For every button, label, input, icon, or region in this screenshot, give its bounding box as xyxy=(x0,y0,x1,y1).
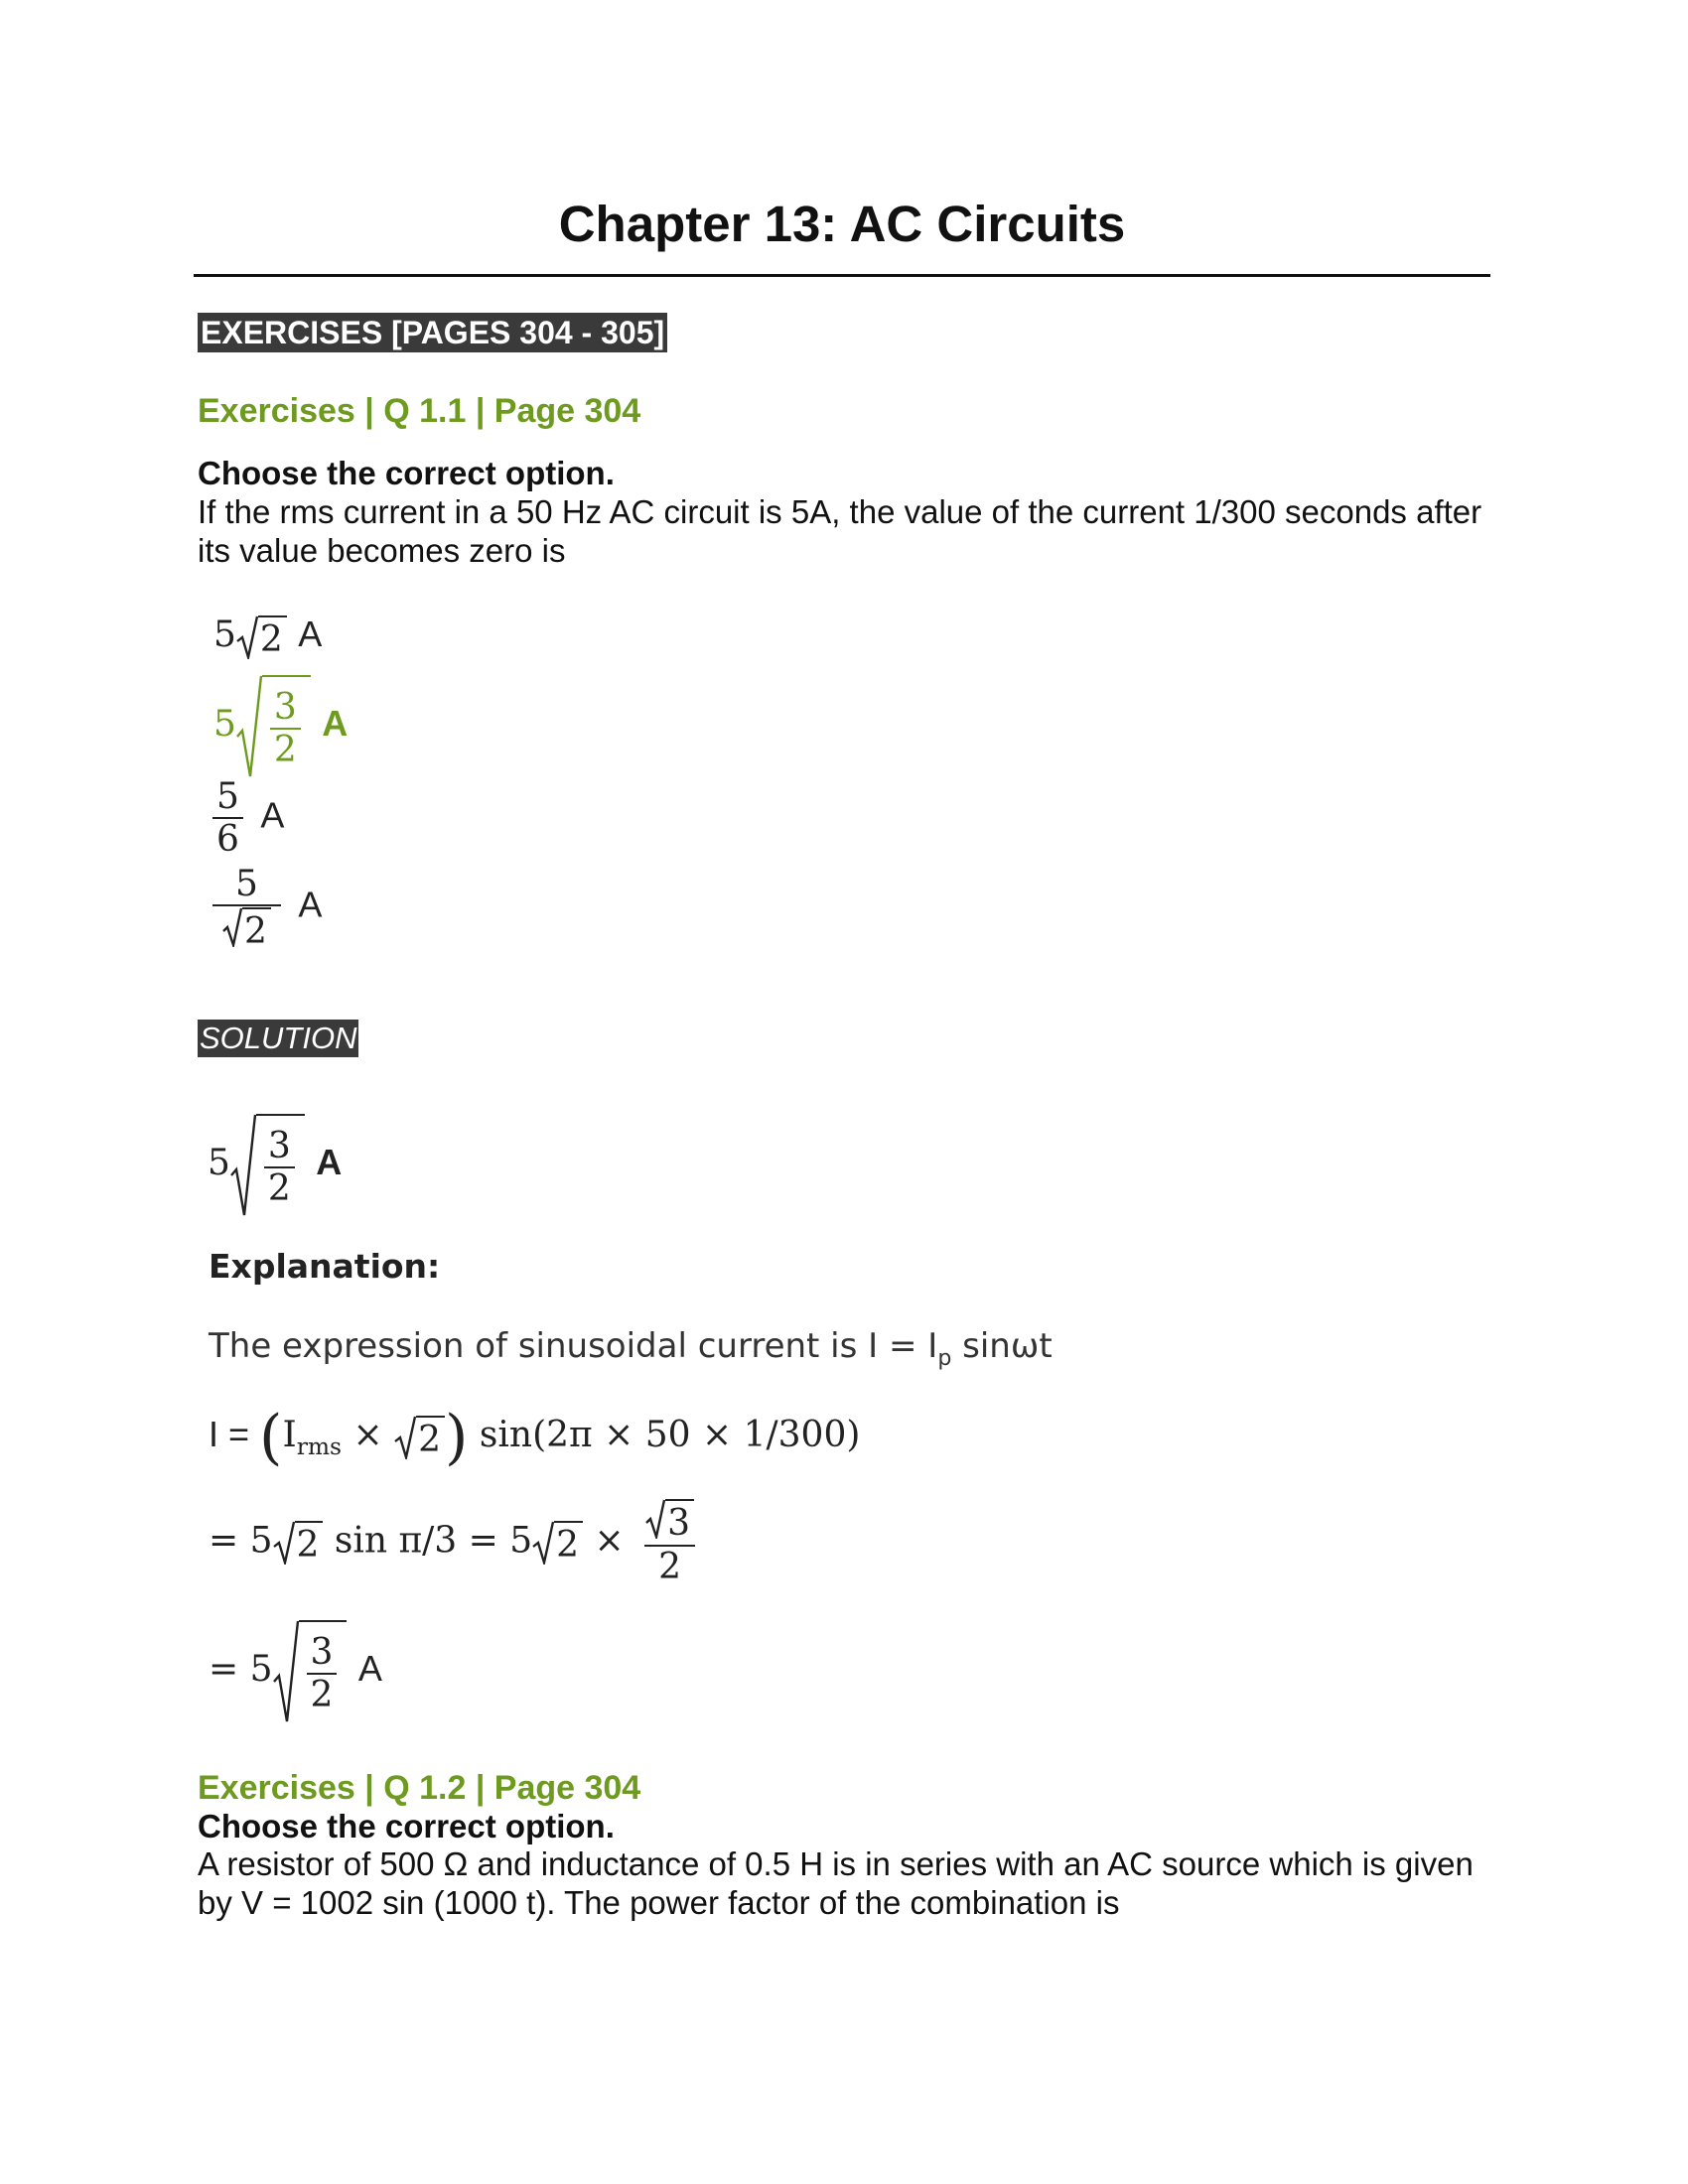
equation-2 xyxy=(209,1499,704,1587)
sqrt-symbol xyxy=(273,1521,324,1566)
option-d-unit: A xyxy=(298,884,323,925)
equation-3 xyxy=(209,1620,382,1723)
option-b-den: 2 xyxy=(270,728,301,770)
option-a xyxy=(213,614,322,660)
title-divider xyxy=(194,274,1490,277)
question-text: If the rms current in a 50 Hz AC circuit is 5A, the value of the current 1/300 seconds after its value becomes zero is xyxy=(198,493,1482,569)
sqrt-symbol xyxy=(236,615,287,660)
paren-close: ) xyxy=(445,1403,469,1472)
option-a-unit: A xyxy=(298,614,323,654)
section-badge: EXERCISES [PAGES 304 - 305] xyxy=(198,313,667,352)
eq1-times: × xyxy=(342,1415,395,1455)
option-d xyxy=(212,864,322,952)
sqrt-symbol xyxy=(273,1620,348,1723)
sqrt-symbol xyxy=(645,1499,694,1544)
question-heading[interactable]: Exercises | Q 1.1 | Page 304 xyxy=(198,392,641,430)
answer-coef: 5 xyxy=(208,1143,230,1183)
option-d-num: 5 xyxy=(235,864,258,904)
question-instruction: Choose the correct option. xyxy=(198,455,615,491)
option-b-coef: 5 xyxy=(213,704,236,745)
option-d-den-radicand: 2 xyxy=(242,907,271,952)
fraction xyxy=(212,776,243,861)
eq1-lhs: I = xyxy=(209,1414,260,1454)
fraction xyxy=(212,864,281,952)
sqrt-symbol xyxy=(236,675,311,778)
eq3-den: 2 xyxy=(307,1673,338,1715)
option-a-coef: 5 xyxy=(213,614,236,655)
page-title: Chapter 13: AC Circuits xyxy=(558,196,1126,252)
option-b-num: 3 xyxy=(273,686,297,728)
eq1-radicand: 2 xyxy=(416,1416,445,1460)
fraction xyxy=(641,1499,698,1587)
explanation-tail: sinωt xyxy=(951,1326,1053,1366)
option-b-unit: A xyxy=(322,703,349,744)
eq2-mid: sin π/3 = 5 xyxy=(323,1520,533,1562)
eq1-sin: sin(2π × 50 × 1/300) xyxy=(479,1415,861,1455)
eq3-unit: A xyxy=(357,1648,382,1689)
eq2-den: 2 xyxy=(644,1545,695,1587)
sqrt-symbol xyxy=(222,907,271,952)
fraction xyxy=(264,1126,295,1210)
sqrt-symbol xyxy=(230,1114,305,1217)
explanation-subscript: p xyxy=(937,1344,952,1371)
fraction xyxy=(307,1632,338,1716)
eq2-times: × xyxy=(583,1520,636,1562)
sqrt-symbol xyxy=(532,1521,583,1566)
eq2-num-radicand: 3 xyxy=(665,1499,694,1544)
question-instruction: Choose the correct option. xyxy=(198,1808,615,1844)
sqrt-symbol xyxy=(394,1416,445,1460)
option-c-den: 6 xyxy=(212,817,243,860)
answer-den: 2 xyxy=(264,1166,295,1209)
eq2-radicand-2: 2 xyxy=(554,1521,583,1566)
fraction xyxy=(270,687,301,771)
explanation-text xyxy=(209,1326,1053,1371)
explanation-sentence: The expression of sinusoidal current is I = I xyxy=(209,1326,938,1366)
equation-1 xyxy=(209,1403,861,1472)
option-a-radicand: 2 xyxy=(258,615,287,660)
solution-badge[interactable]: SOLUTION xyxy=(200,1021,357,1055)
option-c-num: 5 xyxy=(216,776,239,817)
eq1-irms: I xyxy=(282,1415,297,1455)
answer-num: 3 xyxy=(267,1125,291,1166)
eq2-lhs: = 5 xyxy=(209,1520,273,1562)
option-b xyxy=(213,675,348,778)
eq3-lhs: = 5 xyxy=(209,1649,273,1690)
answer-unit: A xyxy=(316,1142,343,1182)
eq3-num: 3 xyxy=(310,1631,334,1673)
eq2-radicand-1: 2 xyxy=(295,1521,324,1566)
question-heading[interactable]: Exercises | Q 1.2 | Page 304 xyxy=(198,1769,641,1807)
explanation-title: Explanation: xyxy=(209,1247,441,1286)
eq1-irms-sub: rms xyxy=(296,1433,343,1461)
option-c-unit: A xyxy=(260,794,285,836)
option-c xyxy=(212,776,284,861)
solution-answer xyxy=(208,1114,342,1217)
question-text: A resistor of 500 Ω and inductance of 0.5 H is in series with an AC source which is given by V = 1002 sin (1000 t). The power factor of the combination is xyxy=(198,1845,1474,1921)
paren-open: ( xyxy=(259,1403,283,1472)
